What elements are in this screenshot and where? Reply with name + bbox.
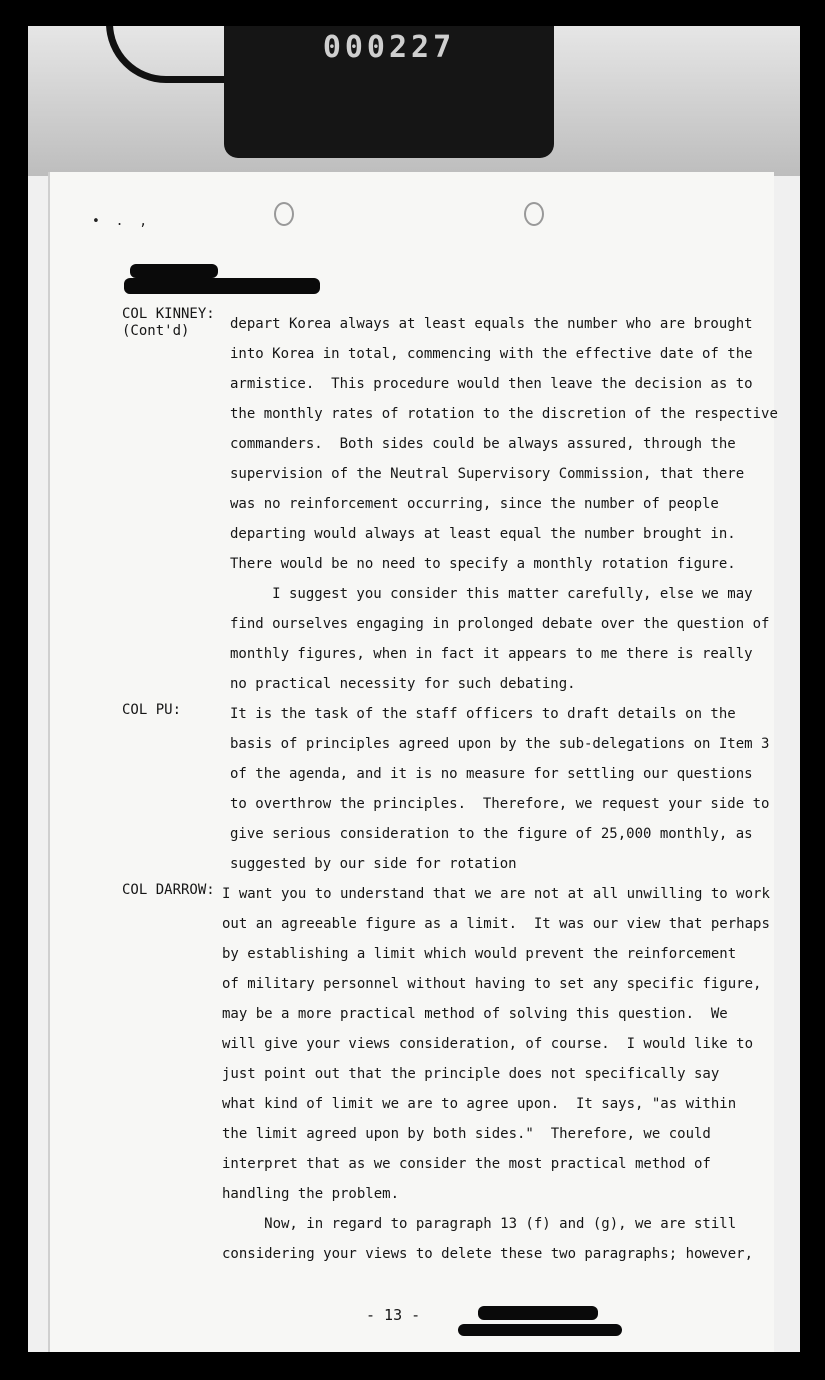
text-line: considering your views to delete these two paragraphs; however, xyxy=(222,1246,754,1262)
text-line: what kind of limit we are to agree upon. It says, "as within xyxy=(222,1096,737,1112)
text-line: just point out that the principle does not specifically say xyxy=(222,1066,720,1082)
text-line: suggested by our side for rotation xyxy=(230,856,517,872)
punch-hole-right xyxy=(524,202,544,226)
text-line: out an agreeable figure as a limit. It was our view that perhaps xyxy=(222,916,770,932)
text-line: will give your views consideration, of course. I would like to xyxy=(222,1036,754,1052)
text-line: interpret that as we consider the most practical method of xyxy=(222,1156,711,1172)
text-line: commanders. Both sides could be always assured, through the xyxy=(230,436,736,452)
redaction-mark xyxy=(130,264,218,278)
redaction-mark xyxy=(458,1324,622,1336)
text-line: no practical necessity for such debating. xyxy=(230,676,576,692)
text-line: of the agenda, and it is no measure for settling our questions xyxy=(230,766,753,782)
text-line: may be a more practical method of solving this question. We xyxy=(222,1006,728,1022)
scan-frame xyxy=(28,26,800,1352)
text-line: monthly figures, when in fact it appears to me there is really xyxy=(230,646,753,662)
speaker-label: COL PU: xyxy=(122,702,182,718)
text-line: depart Korea always at least equals the number who are brought xyxy=(230,316,753,332)
page-number: - 13 - xyxy=(366,1306,421,1324)
text-line: It is the task of the staff officers to draft details on the xyxy=(230,706,736,722)
punch-hole-left xyxy=(274,202,294,226)
corner-mark: • . , xyxy=(92,214,152,229)
numbering-stamp xyxy=(224,26,554,158)
text-line: departing would always at least equal the number brought in. xyxy=(230,526,736,542)
text-line: find ourselves engaging in prolonged debate over the question of xyxy=(230,616,770,632)
text-line: supervision of the Neutral Supervisory Commission, that there xyxy=(230,466,745,482)
text-line: into Korea in total, commencing with the effective date of the xyxy=(230,346,753,362)
text-line: I suggest you consider this matter carefully, else we may xyxy=(230,586,753,602)
text-line: basis of principles agreed upon by the sub-delegations on Item 3 xyxy=(230,736,770,752)
text-line: There would be no need to specify a monthly rotation figure. xyxy=(230,556,736,572)
text-line: give serious consideration to the figure of 25,000 monthly, as xyxy=(230,826,753,842)
text-line: the limit agreed upon by both sides." Therefore, we could xyxy=(222,1126,711,1142)
text-line: to overthrow the principles. Therefore, we request your side to xyxy=(230,796,770,812)
text-line: I want you to understand that we are not at all unwilling to work xyxy=(222,886,770,902)
text-line: armistice. This procedure would then leave the decision as to xyxy=(230,376,753,392)
redaction-mark xyxy=(124,278,320,294)
text-line: by establishing a limit which would prevent the reinforcement xyxy=(222,946,737,962)
text-line: was no reinforcement occurring, since the number of people xyxy=(230,496,719,512)
speaker-label: COL KINNEY: (Cont'd) xyxy=(122,306,215,339)
text-line: of military personnel without having to set any specific figure, xyxy=(222,976,762,992)
speaker-label: COL DARROW: xyxy=(122,882,215,898)
document-page xyxy=(50,172,778,1352)
redaction-mark xyxy=(478,1306,598,1320)
text-line: the monthly rates of rotation to the discretion of the respective xyxy=(230,406,778,422)
text-line: handling the problem. xyxy=(222,1186,400,1202)
text-line: Now, in regard to paragraph 13 (f) and (g), we are still xyxy=(222,1216,737,1232)
stamp-number: 000227 xyxy=(322,30,456,65)
